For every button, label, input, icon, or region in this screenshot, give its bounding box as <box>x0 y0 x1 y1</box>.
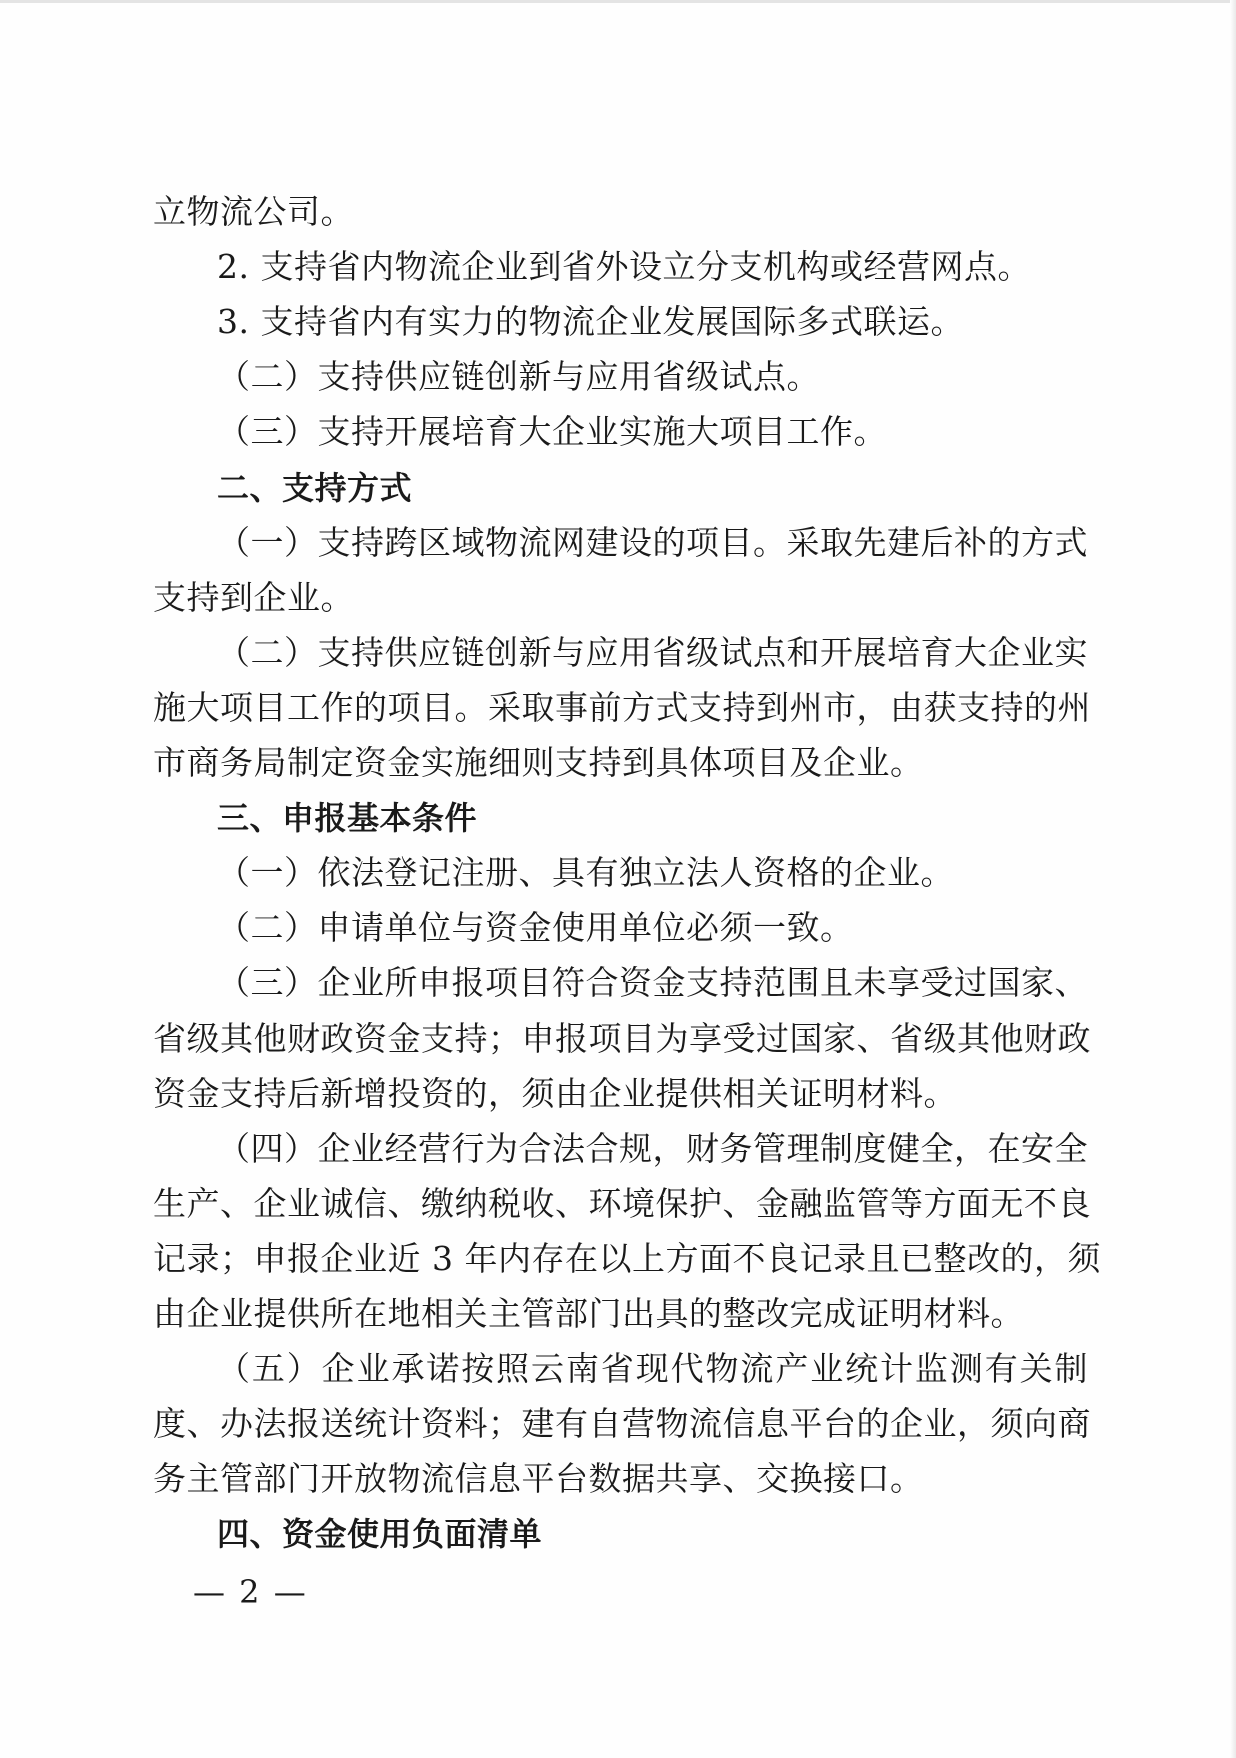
text-line: 省级其他财政资金支持；申报项目为享受过国家、省级其他财政 <box>153 1018 1091 1058</box>
text-line: 支持到企业。 <box>153 577 354 617</box>
text-line: 市商务局制定资金实施细则支持到具体项目及企业。 <box>153 743 924 782</box>
text-line: 度、办法报送统计资料；建有自营物流信息平台的企业，须向商 <box>153 1404 1091 1444</box>
text-line: 记录；申报企业近 3 年内存在以上方面不良记录且已整改的，须 <box>153 1238 1101 1278</box>
section-heading: 二、支持方式 <box>217 468 413 507</box>
text-line: 资金支持后新增投资的，须由企业提供相关证明材料。 <box>153 1073 957 1113</box>
text-line: （一）依法登记注册、具有独立法人资格的企业。 <box>217 853 954 893</box>
text-line: 务主管部门开放物流信息平台数据共享、交换接口。 <box>153 1459 924 1499</box>
text-line: （三）支持开展培育大企业实施大项目工作。 <box>217 412 887 452</box>
text-line: 3. 支持省内有实力的物流企业发展国际多式联运。 <box>217 302 964 342</box>
text-line: 2. 支持省内物流企业到省外设立分支机构或经营网点。 <box>217 247 1031 287</box>
text-line: （一）支持跨区域物流网建设的项目。采取先建后补的方式 <box>217 522 1088 562</box>
section-heading: 三、申报基本条件 <box>217 799 478 838</box>
text-line: （二）申请单位与资金使用单位必须一致。 <box>217 908 854 948</box>
text-line: 由企业提供所在地相关主管部门出具的整改完成证明材料。 <box>153 1294 1024 1333</box>
scan-top-edge <box>0 0 1236 3</box>
text-line: （二）支持供应链创新与应用省级试点。 <box>217 357 820 397</box>
text-line: （二）支持供应链创新与应用省级试点和开展培育大企业实 <box>217 632 1088 672</box>
page-number: — 2 — <box>193 1573 308 1611</box>
text-line: （四）企业经营行为合法合规，财务管理制度健全，在安全 <box>217 1128 1088 1168</box>
text-line: （五）企业承诺按照云南省现代物流产业统计监测有关制 <box>217 1349 1088 1389</box>
section-heading: 四、资金使用负面清单 <box>217 1515 543 1554</box>
text-line: 施大项目工作的项目。采取事前方式支持到州市，由获支持的州 <box>153 687 1091 727</box>
text-line: （三）企业所申报项目符合资金支持范围且未享受过国家、 <box>217 963 1088 1003</box>
text-line: 生产、企业诚信、缴纳税收、环境保护、金融监管等方面无不良 <box>153 1183 1091 1223</box>
text-line: 立物流公司。 <box>153 192 354 231</box>
scan-right-edge <box>1230 0 1236 1758</box>
